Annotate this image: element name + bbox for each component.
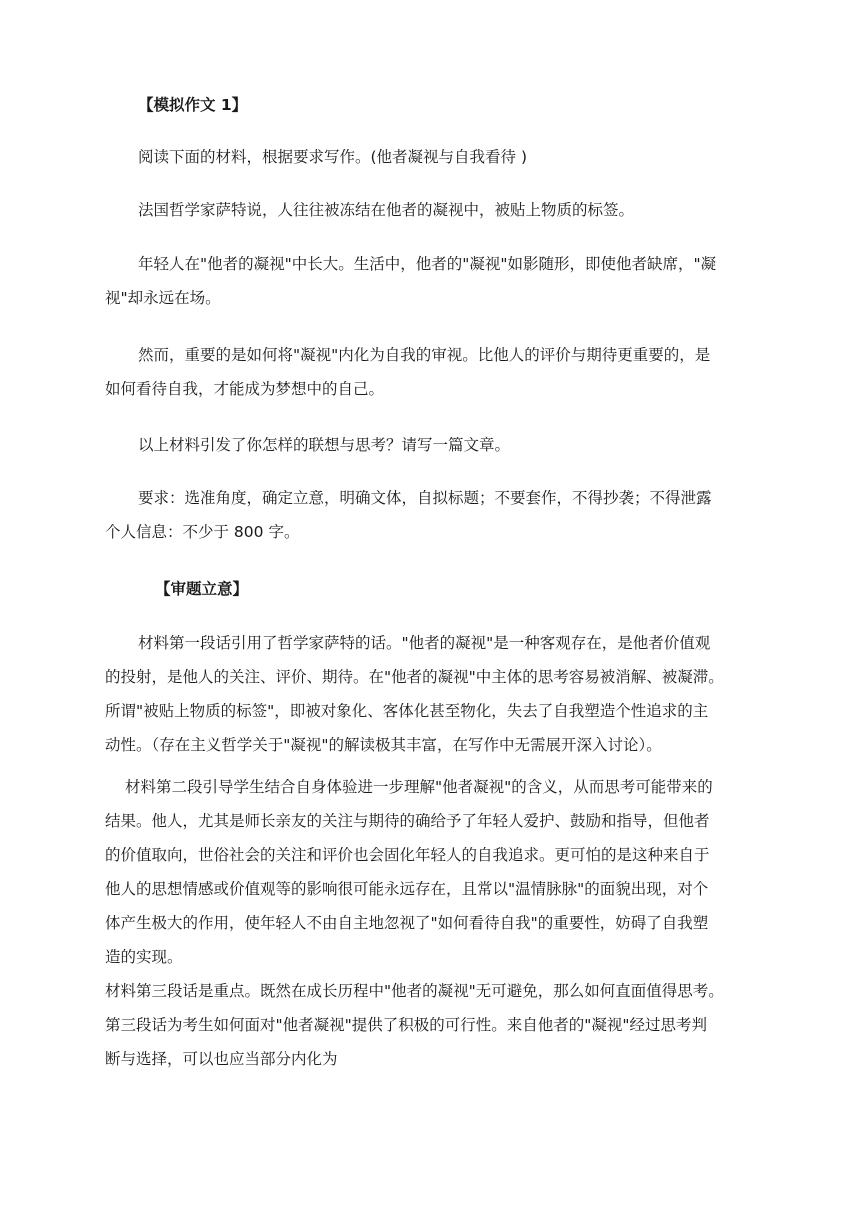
text-line: 以上材料引发了你怎样的联想与思考？请写一篇文章。	[138, 436, 511, 454]
text-line: 个人信息：不少于 800 字。	[105, 523, 300, 541]
prompt-paragraph-4	[105, 338, 755, 406]
prompt-paragraph-6	[105, 481, 755, 549]
text-line: 的投射，是他人的关注、评价、期待。在"他者的凝视"中主体的思考容易被消解、被凝滞。	[105, 668, 724, 686]
text-line: 的价值取向，世俗社会的关注和评价也会固化年轻人的自我追求。更可怕的是这种来自于	[105, 846, 710, 864]
analysis-paragraph-1	[105, 626, 755, 762]
text-line: 他人的思想情感或价值观等的影响很可能永远存在，且常以"温情脉脉"的面貌出现，对个	[105, 880, 709, 898]
text-line: 视"却永远在场。	[105, 289, 221, 307]
prompt-paragraph-3	[105, 247, 755, 315]
text-line: 要求：选准角度，确定立意，明确文体，自拟标题；不要套作，不得抄袭；不得泄露	[138, 489, 712, 507]
text-line: 断与选择，可以也应当部分内化为	[105, 1050, 338, 1068]
text-line: 造的实现。	[105, 948, 183, 966]
text-line: 第三段话为考生如何面对"他者凝视"提供了积极的可行性。来自他者的"凝视"经过思考判	[105, 1016, 708, 1034]
text-line: 结果。他人，尤其是师长亲友的关注与期待的确给予了年轻人爱护、鼓励和指导，但他者	[105, 812, 710, 830]
text-line: 材料第一段话引用了哲学家萨特的话。"他者的凝视"是一种客观存在，是他者价值观	[138, 634, 711, 652]
analysis-paragraph-2	[105, 770, 755, 974]
prompt-paragraph-2	[138, 193, 788, 227]
text-line: 法国哲学家萨特说，人往往被冻结在他者的凝视中，被贴上物质的标签。	[138, 201, 635, 219]
analysis-paragraph-3	[105, 974, 755, 1076]
text-line: 体产生极大的作用，使年轻人不由自主地忽视了"如何看待自我"的重要性，妨碍了自我塑	[105, 914, 709, 932]
prompt-paragraph-5	[138, 428, 788, 462]
prompt-paragraph-1	[138, 140, 788, 174]
text-line: 年轻人在"他者的凝视"中长大。生活中，他者的"凝视"如影随形，即使他者缺席，"凝	[138, 255, 717, 273]
text-line: 材料第二段引导学生结合自身体验进一步理解"他者凝视"的含义，从而思考可能带来的	[125, 778, 713, 796]
text-line: 材料第三段话是重点。既然在成长历程中"他者的凝视"无可避免，那么如何直面值得思考。	[105, 982, 724, 1000]
text-line: 所谓"被贴上物质的标签"，即被对象化、客体化甚至物化，失去了自我塑造个性追求的主	[105, 702, 709, 720]
text-line: 如何看待自我，才能成为梦想中的自己。	[105, 380, 385, 398]
text-line: 动性。（存在主义哲学关于"凝视"的解读极其丰富，在写作中无需展开深入讨论）。	[105, 736, 662, 754]
text-line: 阅读下面的材料，根据要求写作。(他者凝视与自我看待 )	[138, 148, 528, 166]
analysis-heading: 【审题立意】	[155, 580, 249, 598]
document-title: 【模拟作文 1】	[138, 96, 248, 114]
text-line: 然而，重要的是如何将"凝视"内化为自我的审视。比他人的评价与期待更重要的，是	[138, 346, 711, 364]
